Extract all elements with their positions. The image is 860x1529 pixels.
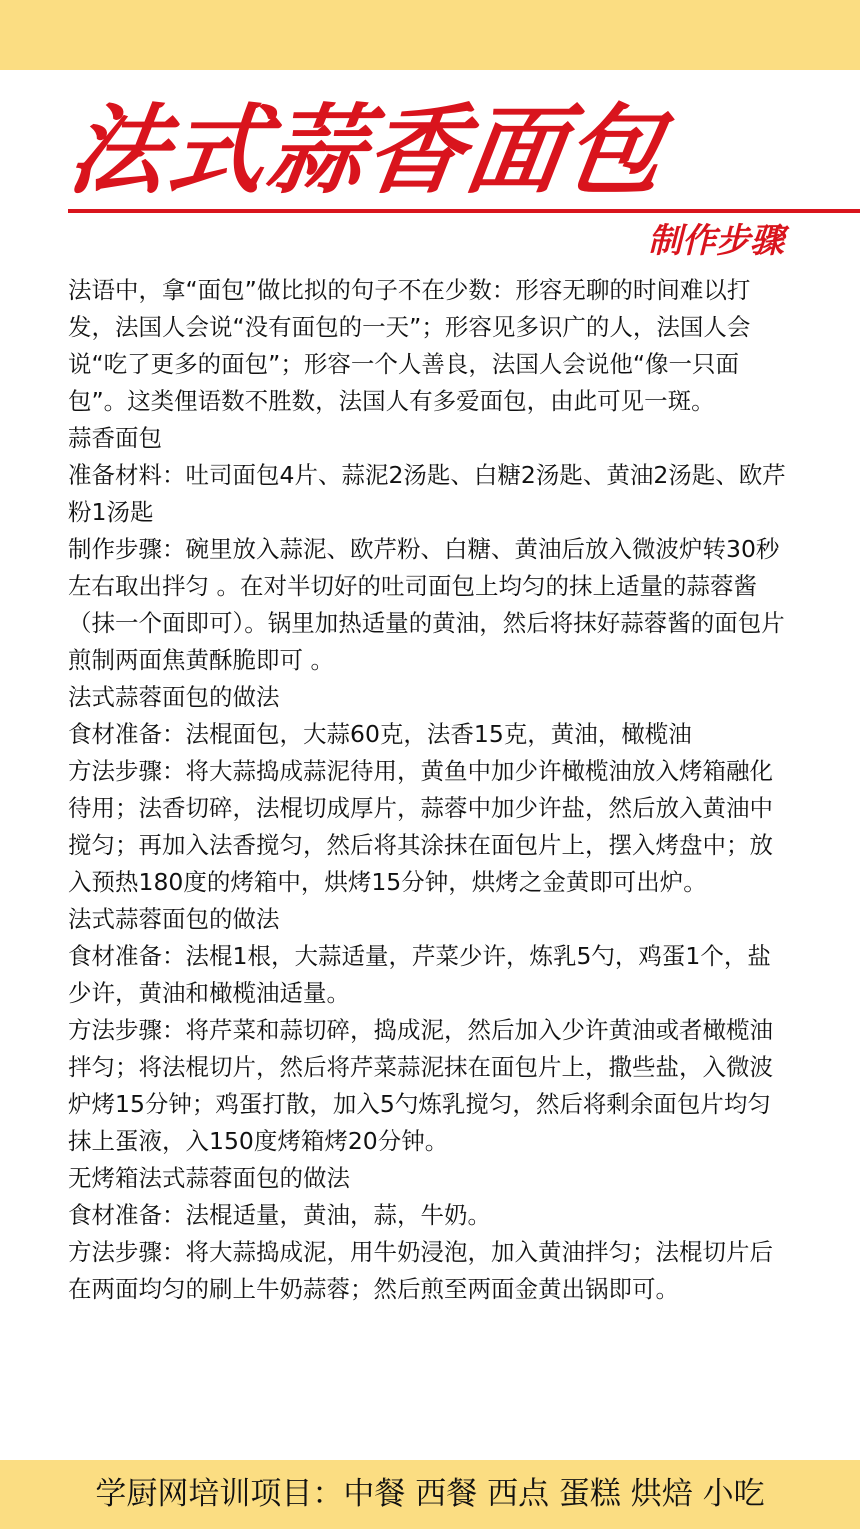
- steps-paragraph: 方法步骤：将大蒜捣成蒜泥待用，黄鱼中加少许橄榄油放入烤箱融化待用；法香切碎，法棍切成厚片，蒜蓉中加少许盐，然后放入黄油中搅匀；再加入法香搅匀，然后将其涂抹在面包片上，摆入烤盘中；放入预热180度的烤箱中，烘烤15分钟，烘烤之金黄即可出炉。: [68, 757, 773, 896]
- steps-paragraph: 方法步骤：将芹菜和蒜切碎，捣成泥，然后加入少许黄油或者橄榄油拌匀；将法棍切片，然后将芹菜蒜泥抹在面包片上，撒些盐，入微波炉烤15分钟；鸡蛋打散，加入5勺炼乳搅匀，然后将剩余面包片均匀抹上蛋液，入150度烤箱烤20分钟。: [68, 1016, 773, 1155]
- steps-paragraph: 方法步骤：将大蒜捣成泥，用牛奶浸泡，加入黄油拌匀；法棍切片后在两面均匀的刷上牛奶蒜蓉；然后煎至两面金黄出锅即可。: [68, 1238, 773, 1303]
- article-body: [68, 272, 788, 1308]
- section-heading-no-oven: 无烤箱法式蒜蓉面包的做法: [68, 1164, 350, 1192]
- section-heading-french-garlic-bread-1: 法式蒜蓉面包的做法: [68, 683, 280, 711]
- ingredients-paragraph: 食材准备：法棍适量，黄油，蒜，牛奶。: [68, 1201, 491, 1229]
- title-underline: [68, 209, 860, 213]
- ingredients-paragraph: 食材准备：法棍面包，大蒜60克，法香15克，黄油，橄榄油: [68, 720, 692, 748]
- page-subtitle: 制作步骤: [648, 221, 784, 261]
- ingredients-paragraph: 食材准备：法棍1根，大蒜适量，芹菜少许，炼乳5勺，鸡蛋1个，盐少许，黄油和橄榄油适量。: [68, 942, 771, 1007]
- section-heading-french-garlic-bread-2: 法式蒜蓉面包的做法: [68, 905, 280, 933]
- intro-paragraph: 法语中，拿“面包”做比拟的句子不在少数：形容无聊的时间难以打发，法国人会说“没有面包的一天”；形容见多识广的人，法国人会说“吃了更多的面包”；形容一个人善良，法国人会说他“像一只面包”。这类俚语数不胜数，法国人有多爱面包，由此可见一斑。: [68, 276, 751, 415]
- section-heading-garlic-bread: 蒜香面包: [68, 424, 162, 452]
- page-title: 法式蒜香面包: [62, 94, 673, 207]
- footer-banner-text: 学厨网培训项目：中餐 西餐 西点 蛋糕 烘焙 小吃: [95, 1476, 765, 1512]
- steps-paragraph: 制作步骤：碗里放入蒜泥、欧芹粉、白糖、黄油后放入微波炉转30秒左右取出拌匀 。在对半切好的吐司面包上均匀的抹上适量的蒜蓉酱（抹一个面即可）。锅里加热适量的黄油，然后将抹好蒜蓉酱的面包片煎制两面焦黄酥脆即可 。: [68, 535, 785, 674]
- ingredients-paragraph: 准备材料：吐司面包4片、蒜泥2汤匙、白糖2汤匙、黄油2汤匙、欧芹粉1汤匙: [68, 461, 786, 526]
- top-color-band: [0, 0, 860, 70]
